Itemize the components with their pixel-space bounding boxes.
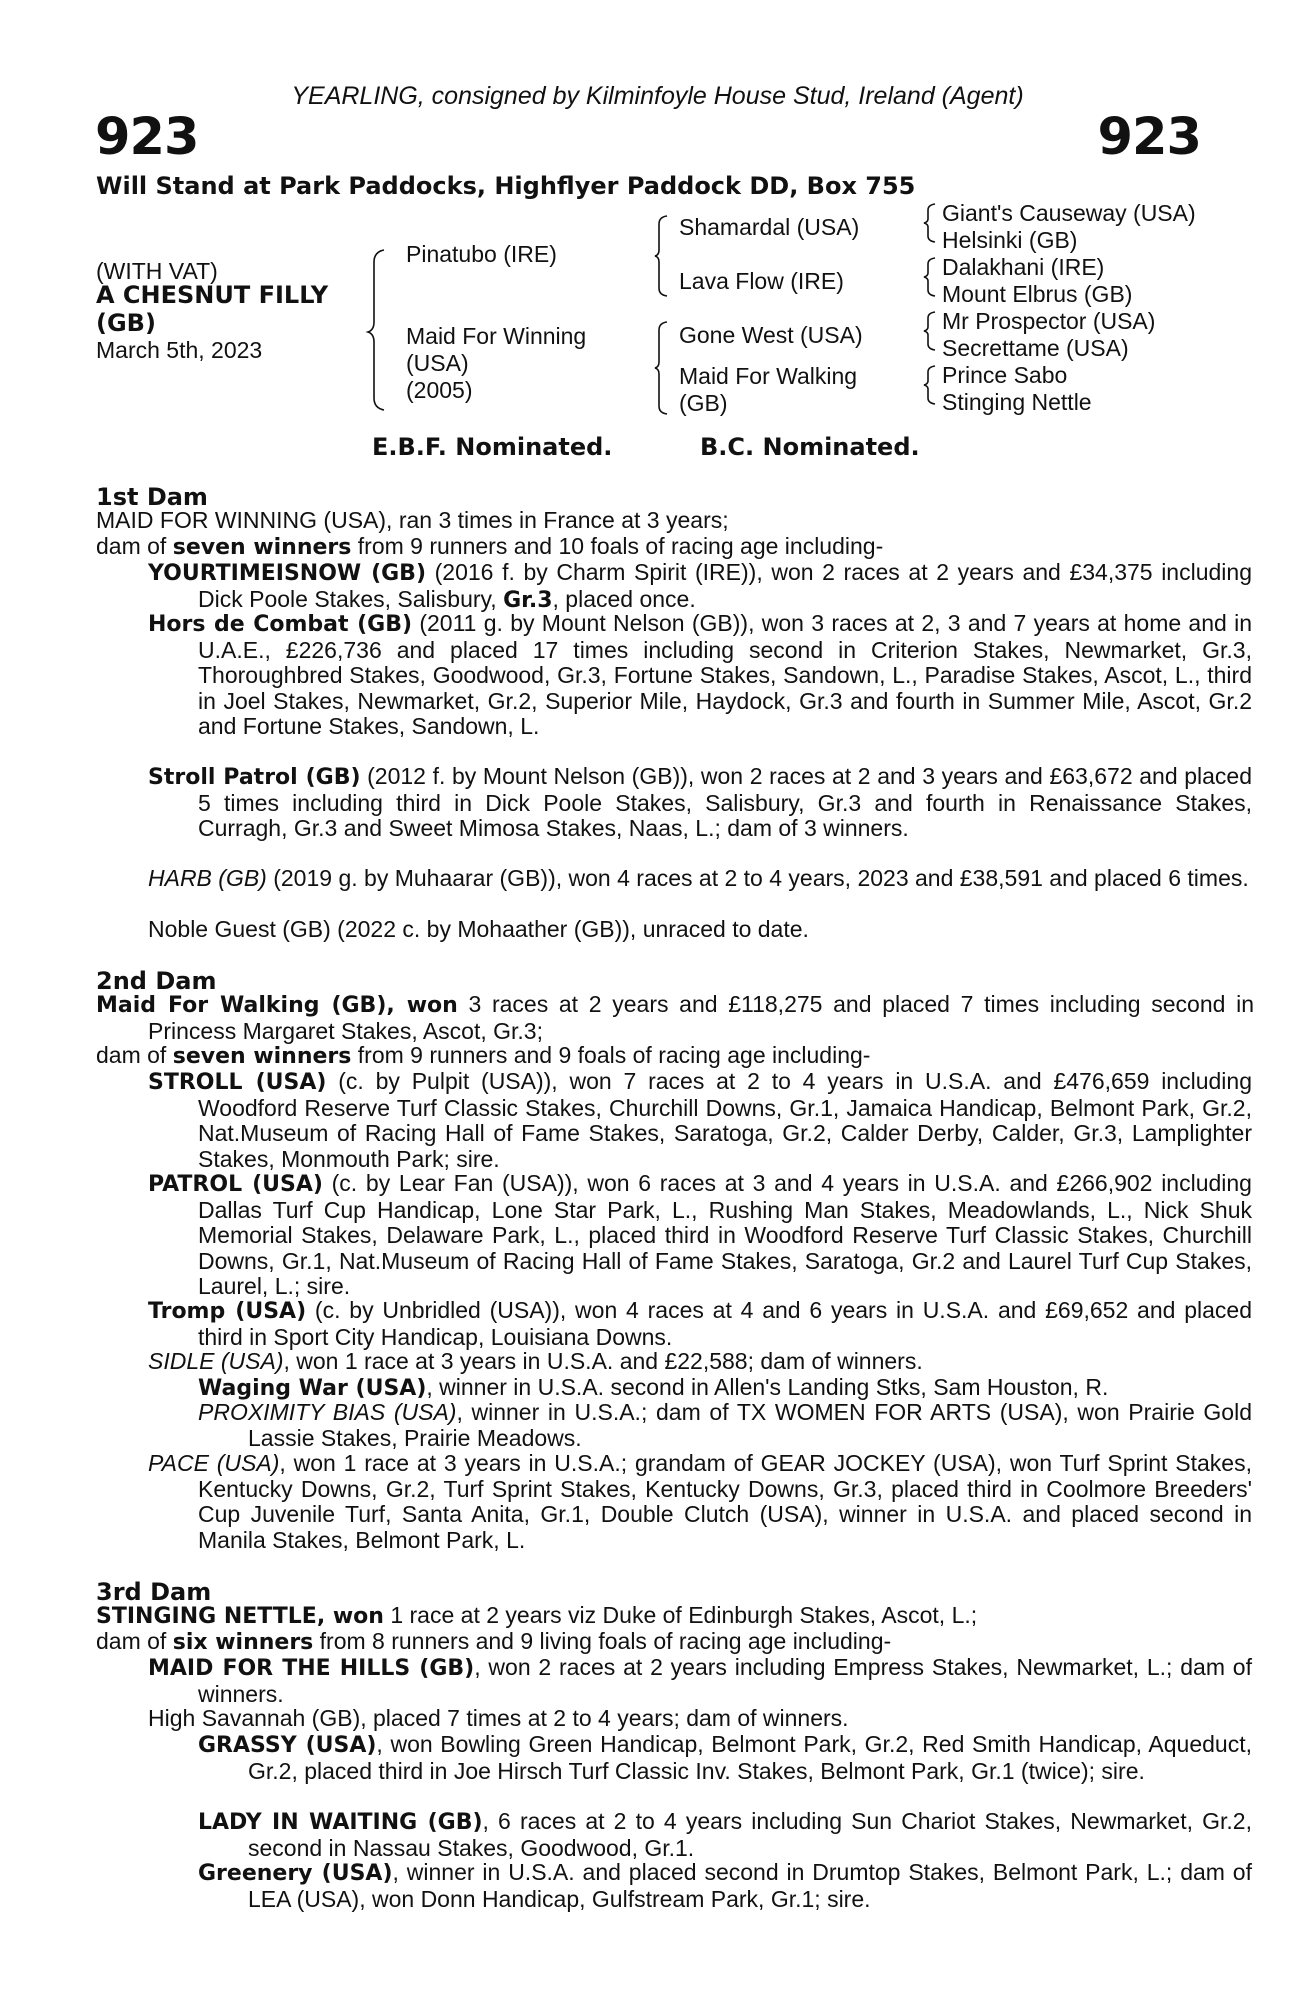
horse-name-suffix: (GB)	[96, 309, 156, 337]
sire-dam-dam: Mount Elbrus (GB)	[942, 281, 1133, 307]
second-dam-grandoffspring-1: Waging War (USA), winner in U.S.A. second in Allen's Landing Stks, Sam Houston, R.	[198, 1374, 1109, 1401]
third-dam-grandoffspring-3: Greenery (USA), winner in U.S.A. and placed second in Drumtop Stakes, Belmont Park, L.; dam of LEA (USA), won Donn Handicap, Gulfstream Park, Gr.1; sire.	[198, 1859, 1252, 1912]
second-dam-offspring-5: PACE (USA), won 1 race at 3 years in U.S.A.; grandam of GEAR JOCKEY (USA), won Turf Sprint Stakes, Kentucky Downs, Gr.2, Turf Sprint Stakes, Kentucky Downs, Gr.3, placed third in Coolmore Breeders' Cup Juvenile Turf, Santa Anita, Gr.1, Double Clutch (USA), winner in U.S.A. and placed second in Manila Stakes, Belmont Park, L.	[148, 1450, 1252, 1553]
dam-dam-sire: Prince Sabo	[942, 362, 1068, 388]
bc-nomination: B.C. Nominated.	[700, 433, 920, 461]
first-dam-heading: 1st Dam	[96, 483, 208, 511]
first-dam-produce-summary: dam of seven winners from 9 runners and 10 foals of racing age including-	[96, 533, 884, 560]
dam-dam: Maid For Walking	[679, 363, 858, 389]
second-dam-offspring-4: SIDLE (USA), won 1 race at 3 years in U.S.A. and £22,588; dam of winners.	[148, 1348, 923, 1374]
horse-name: A CHESNUT FILLY	[96, 281, 329, 309]
second-dam-heading: 2nd Dam	[96, 967, 217, 995]
third-dam-heading: 3rd Dam	[96, 1578, 212, 1606]
second-dam-produce-summary: dam of seven winners from 9 runners and 9 foals of racing age including-	[96, 1042, 871, 1069]
foaling-date: March 5th, 2023	[96, 337, 263, 363]
dam-name: Maid For Winning	[406, 323, 587, 349]
ebf-nomination: E.B.F. Nominated.	[372, 433, 613, 461]
pedigree-brace-sire	[655, 216, 671, 296]
third-dam-grandoffspring-2: LADY IN WAITING (GB), 6 races at 2 to 4 years including Sun Chariot Stakes, Newmarket, Gr.2, second in Nassau Stakes, Goodwood, Gr.1.	[198, 1808, 1252, 1861]
third-dam-grandoffspring-1: GRASSY (USA), won Bowling Green Handicap, Belmont Park, Gr.2, Red Smith Handicap, Aqueduct, Gr.2, placed third in Joe Hirsch Turf Classic Inv. Stakes, Belmont Park, Gr.1 (twice); sire.	[198, 1731, 1252, 1784]
dam-sire-sire: Mr Prospector (USA)	[942, 308, 1156, 334]
first-dam-offspring-5: Noble Guest (GB) (2022 c. by Mohaather (GB)), unraced to date.	[148, 916, 809, 942]
third-dam-offspring-1: MAID FOR THE HILLS (GB), won 2 races at 2 years including Empress Stakes, Newmarket, L.; dam of winners.	[148, 1654, 1252, 1707]
pedigree-brace-ds	[923, 312, 937, 350]
pedigree-brace-dam	[655, 322, 671, 414]
sire-sire: Shamardal (USA)	[679, 214, 860, 240]
pedigree-brace-sd	[923, 258, 937, 296]
pedigree-brace-dd	[923, 366, 937, 404]
sire-sire-dam: Helsinki (GB)	[942, 227, 1078, 253]
vat-note: (WITH VAT)	[96, 258, 218, 284]
first-dam-offspring-4: HARB (GB) (2019 g. by Muhaarar (GB)), won 4 races at 2 to 4 years, 2023 and £38,591 and placed 6 times.	[148, 865, 1249, 891]
second-dam-offspring-3: Tromp (USA) (c. by Unbridled (USA)), won 4 races at 4 and 6 years in U.S.A. and £69,652 and placed third in Sport City Handicap, Louisiana Downs.	[148, 1297, 1252, 1350]
dam-sire: Gone West (USA)	[679, 322, 863, 348]
sire-sire-sire: Giant's Causeway (USA)	[942, 200, 1196, 226]
dam-dam-country: (GB)	[679, 390, 728, 416]
lot-number-left: 923	[95, 108, 199, 167]
lot-number-right: 923	[1097, 108, 1201, 167]
consignment-line: YEARLING, consigned by Kilminfoyle House Stud, Ireland (Agent)	[291, 82, 1024, 110]
dam-dam-dam: Stinging Nettle	[942, 389, 1092, 415]
third-dam-intro: STINGING NETTLE, won 1 race at 2 years viz Duke of Edinburgh Stakes, Ascot, L.;	[96, 1602, 978, 1629]
sire-dam-sire: Dalakhani (IRE)	[942, 254, 1105, 280]
second-dam-grandoffspring-2: PROXIMITY BIAS (USA), winner in U.S.A.; dam of TX WOMEN FOR ARTS (USA), won Prairie Gold Lassie Stakes, Prairie Meadows.	[198, 1399, 1252, 1451]
pedigree-brace-main	[370, 250, 390, 410]
stand-location: Will Stand at Park Paddocks, Highflyer Paddock DD, Box 755	[96, 172, 916, 200]
first-dam-intro: MAID FOR WINNING (USA), ran 3 times in France at 3 years;	[96, 507, 729, 533]
dam-year: (2005)	[406, 377, 473, 403]
third-dam-offspring-2: High Savannah (GB), placed 7 times at 2 to 4 years; dam of winners.	[148, 1705, 849, 1731]
second-dam-offspring-1: STROLL (USA) (c. by Pulpit (USA)), won 7 races at 2 to 4 years in U.S.A. and £476,659 including Woodford Reserve Turf Classic Stakes, Churchill Downs, Gr.1, Jamaica Handicap, Belmont Park, Gr.2, Nat.Museum of Racing Hall of Fame Stakes, Saratoga, Gr.2, Calder Derby, Calder, Gr.3, Lamplighter Stakes, Monmouth Park; sire.	[148, 1068, 1252, 1172]
pedigree-brace-ss	[923, 204, 937, 242]
first-dam-offspring-1: YOURTIMEISNOW (GB) (2016 f. by Charm Spirit (IRE)), won 2 races at 2 years and £34,375 including Dick Poole Stakes, Salisbury, Gr.3, placed once.	[148, 559, 1252, 613]
sire-dam: Lava Flow (IRE)	[679, 268, 844, 294]
second-dam-offspring-2: PATROL (USA) (c. by Lear Fan (USA)), won 6 races at 3 and 4 years in U.S.A. and £266,902 including Dallas Turf Cup Handicap, Lone Star Park, L., Rushing Man Stakes, Meadowlands, L., Nick Shuk Memorial Stakes, Delaware Park, L., placed third in Woodford Reserve Turf Classic Stakes, Churchill Downs, Gr.1, Nat.Museum of Racing Hall of Fame Stakes, Saratoga, Gr.2 and Laurel Turf Cup Stakes, Laurel, L.; sire.	[148, 1170, 1252, 1300]
first-dam-offspring-3: Stroll Patrol (GB) (2012 f. by Mount Nelson (GB)), won 2 races at 2 and 3 years and £63,672 and placed 5 times including third in Dick Poole Stakes, Salisbury, Gr.3 and fourth in Renaissance Stakes, Curragh, Gr.3 and Sweet Mimosa Stakes, Naas, L.; dam of 3 winners.	[148, 763, 1253, 842]
sire-name: Pinatubo (IRE)	[406, 241, 557, 267]
dam-sire-dam: Secrettame (USA)	[942, 335, 1129, 361]
second-dam-intro: Maid For Walking (GB), won 3 races at 2 years and £118,275 and placed 7 times including second in Princess Margaret Stakes, Ascot, Gr.3;	[96, 991, 1254, 1044]
third-dam-produce-summary: dam of six winners from 8 runners and 9 living foals of racing age including-	[96, 1628, 892, 1655]
dam-country: (USA)	[406, 350, 469, 376]
first-dam-offspring-2: Hors de Combat (GB) (2011 g. by Mount Nelson (GB)), won 3 races at 2, 3 and 7 years at home and in U.A.E., £226,736 and placed 17 times including second in Criterion Stakes, Newmarket, Gr.3, Thoroughbred Stakes, Goodwood, Gr.3, Fortune Stakes, Sandown, L., Paradise Stakes, Ascot, L., third in Joel Stakes, Newmarket, Gr.2, Superior Mile, Haydock, Gr.3 and fourth in Summer Mile, Ascot, Gr.2 and Fortune Stakes, Sandown, L.	[148, 610, 1252, 740]
